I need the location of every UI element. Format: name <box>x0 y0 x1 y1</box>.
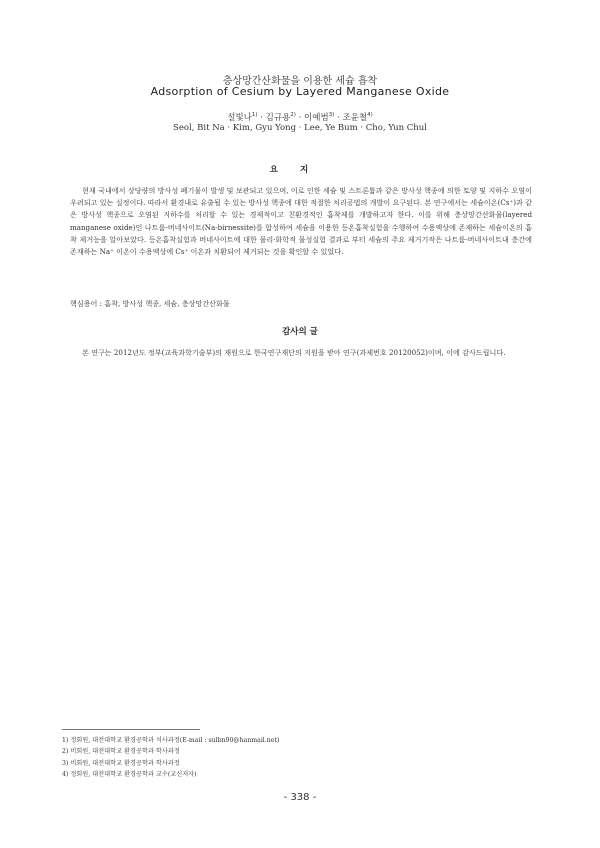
acknowledgement-heading: 감사의 글 <box>282 327 318 337</box>
author-footnote-mark: 4) <box>367 112 373 119</box>
author-name: 김규용 <box>265 113 291 123</box>
author-separator: · <box>257 113 266 123</box>
title-english: Adsorption of Cesium by Layered Manganese Oxide <box>150 85 450 98</box>
author-name: 설빛나 <box>227 113 252 123</box>
footnote: 4) 정회원, 대전대학교 환경공학과 교수(교신저자) <box>62 770 197 778</box>
abstract-heading: 요지 <box>269 165 331 175</box>
author-footnote-mark: 1) <box>251 112 258 119</box>
footnote-divider <box>62 729 200 730</box>
author-name: 조윤철 <box>342 113 368 123</box>
page-number: - 338 - <box>283 792 317 803</box>
footnote: 2) 비회원, 대전대학교 환경공학과 학사과정 <box>62 748 180 756</box>
footnotes <box>62 735 542 780</box>
author-separator: · <box>295 113 305 123</box>
footnote: 1) 정회원, 대전대학교 환경공학과 석사과정(E-mail : sulbn90@hanmail.net) <box>62 737 280 744</box>
acknowledgement-body: 본 연구는 2012년도 정부(교육과학기술부)의 재원으로 한국연구재단의 지원을 받아 연구(과제번호 20120052)이며, 이에 감사드립니다. <box>82 348 506 357</box>
author-name: 이예범 <box>304 113 329 123</box>
keywords: 핵심용어 : 흡착, 방사성 핵종, 세슘, 층상망간산화물 <box>70 299 230 308</box>
authors-english: Seol, Bit Na · Kim, Gyu Yong · Lee, Ye Bum · Cho, Yun Chul <box>173 123 427 133</box>
title-korean: 층상망간산화물을 이용한 세슘 흡착 <box>222 76 378 87</box>
author-footnote-mark: 2) <box>290 112 296 119</box>
authors-korean <box>0 111 600 123</box>
abstract-body: 현재 국내에서 상당량의 방사성 폐기물이 발생 및 보관되고 있으며, 이로 인한 세슘 및 스트론튬과 같은 방사성 핵종에 의한 토양 및 지하수 오염이 우려되고 있는 실정이다. 따라서 환경내로 유출될 수 있는 방사성 핵종에 대한 적절한 처리공법의 개발이 요구된다. 본 연구에서는 세슘이온(Cs⁺)과 같은 방사성 핵종으로 오염된 지하수를 처리할 수 있는 경제적이고 친환경적인 흡착제를 개발하고자 한다. 이를 위해 층상망간산화물(layered manganese oxide)인 나트륨-버네사이트(Na-birnessite)를 합성하여 세슘을 이용한 등온흡착실험을 수행하여 수용액상에 존재하는 세슘이온의 흡착 제거능을 알아보았다. 등온흡착실험과 버네사이트에 대한 물리·화학적 물성실험 결과로 부터 세슘의 주요 제거기작은 나트륨-버네사이트내 층간에 존재하는 Na⁺ 이온이 수용액상에 Cs⁺ 이온과 치환되어 제거되는 것을 확인할 수 있었다. <box>70 186 532 257</box>
author-separator: · <box>334 113 343 123</box>
footnote: 3) 비회원, 대전대학교 환경공학과 학사과정 <box>62 759 180 767</box>
author-footnote-mark: 3) <box>328 112 335 119</box>
